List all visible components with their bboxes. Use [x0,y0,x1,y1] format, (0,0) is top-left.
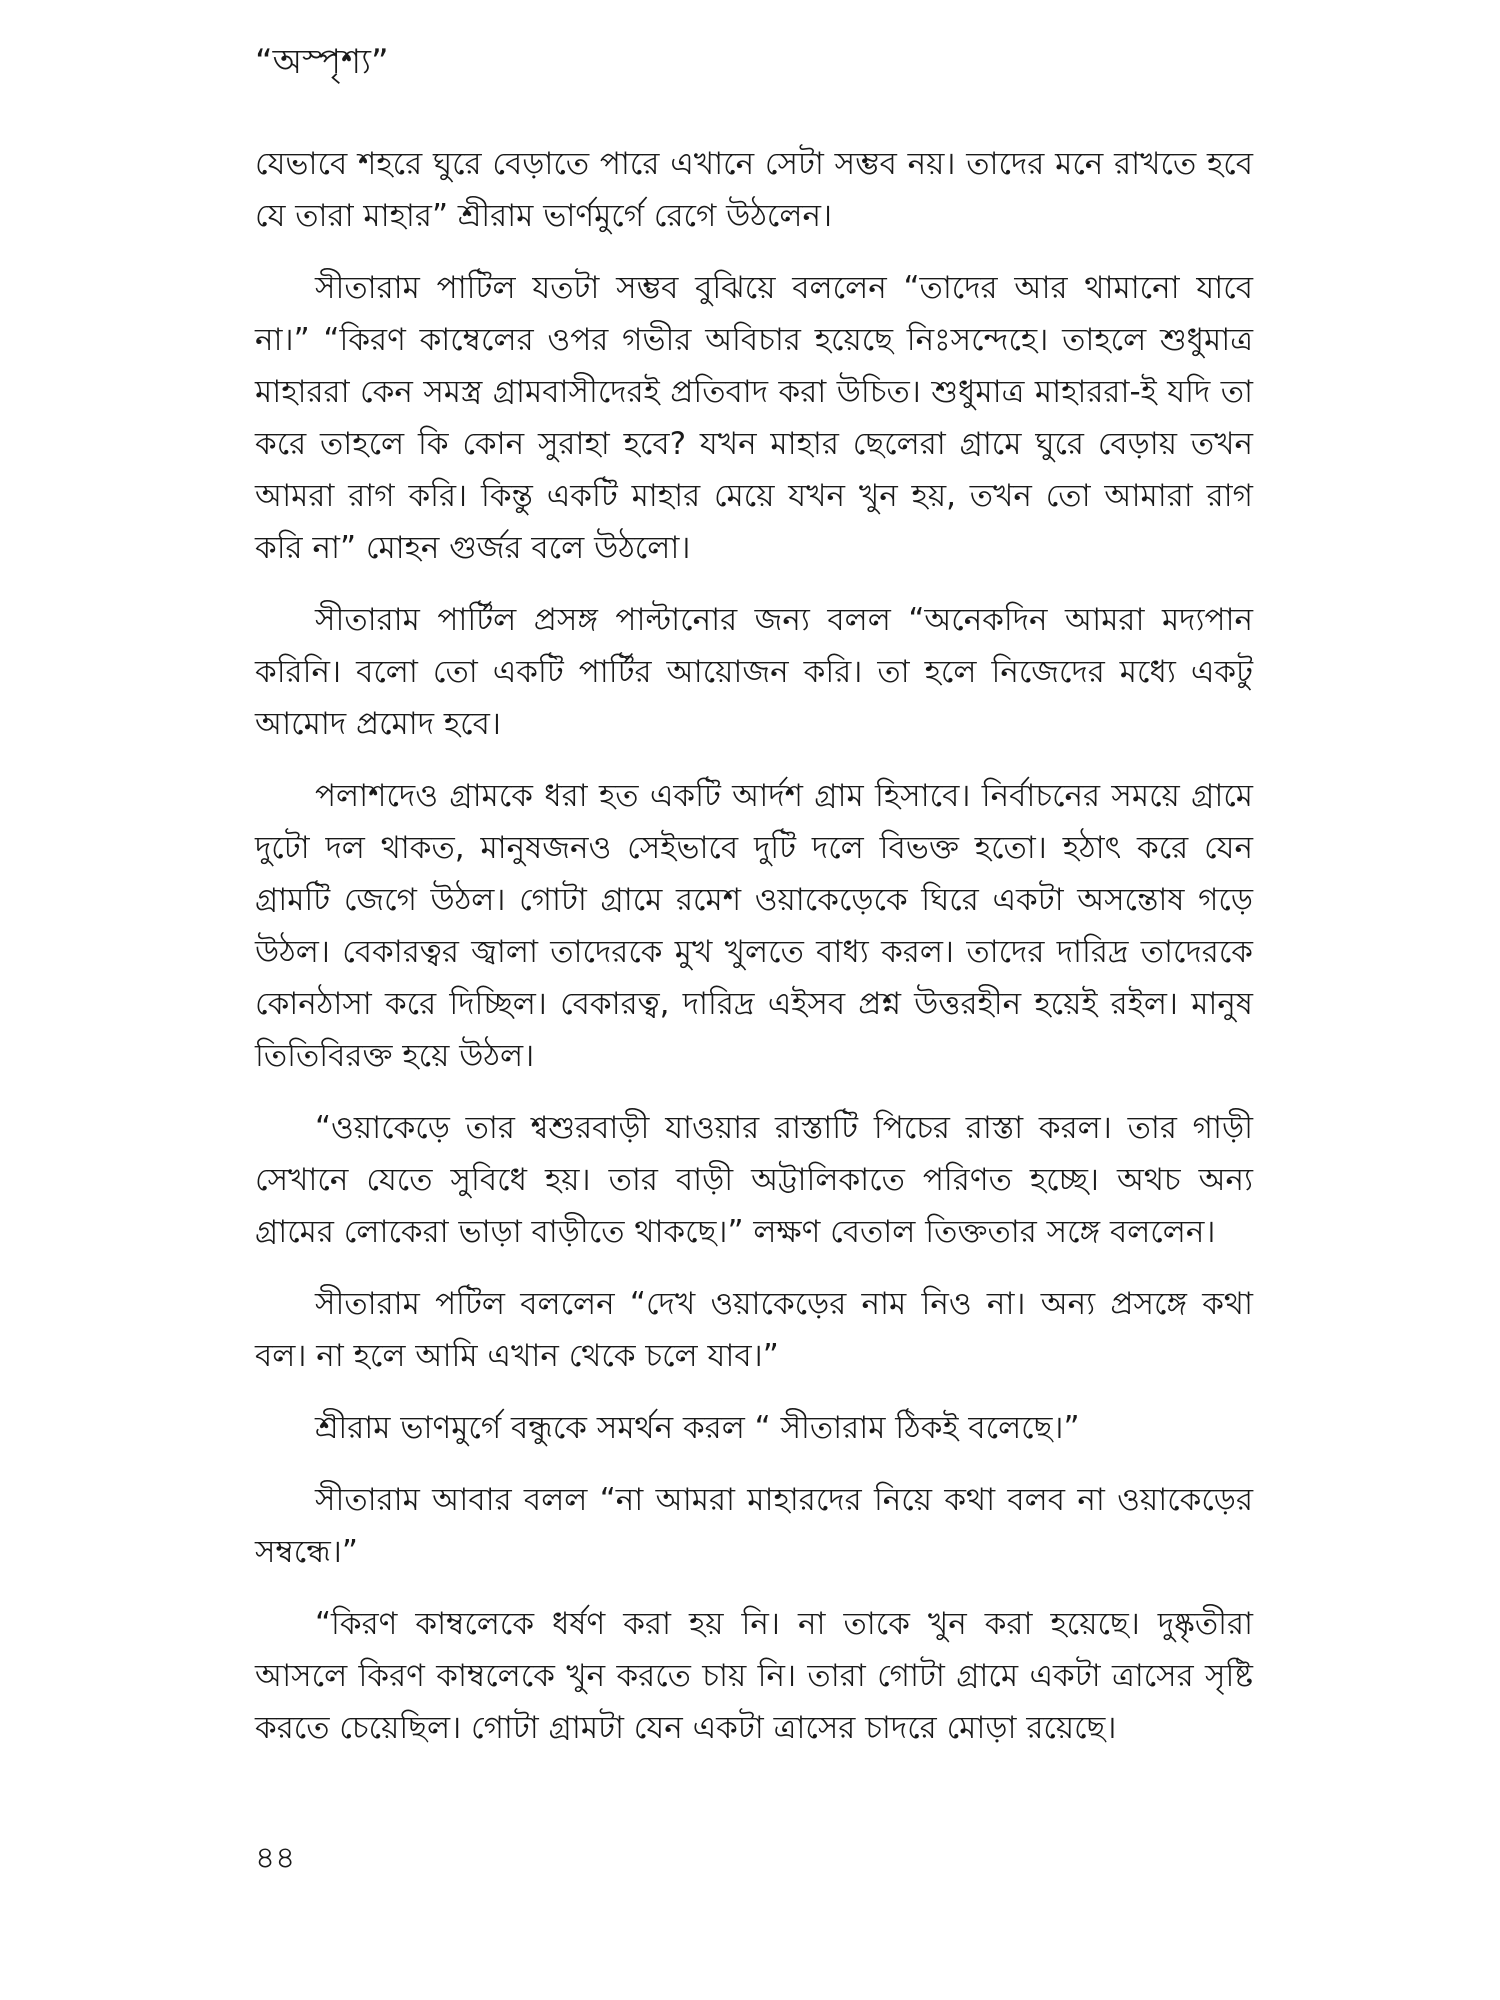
paragraph-9: “কিরণ কাম্বলেকে ধর্ষণ করা হয় নি। না তাকে খুন করা হয়েছে। দুষ্কৃতীরা আসলে কিরণ কাম্বলেকে খুন করতে চায় নি। তারা গোটা গ্রামে একটা ত্রাসের সৃষ্টি করতে চেয়েছিল। গোটা গ্রামটা যেন একটা ত্রাসের চাদরে মোড়া রয়েছে। [255,1606,1253,1746]
paragraph-7: শ্রীরাম ভাণমুর্গে বন্ধুকে সমর্থন করল “ সীতারাম ঠিকই বলেছে।” [315,1410,1080,1446]
paragraph-4: পলাশদেও গ্রামকে ধরা হত একটি আর্দশ গ্রাম হিসাবে। নির্বাচনের সময়ে গ্রামে দুটো দল থাকত, মানুষজনও সেইভাবে দুটি দলে বিভক্ত হতো। হঠাৎ করে যেন গ্রামটি জেগে উঠল। গোটা গ্রামে রমেশ ওয়াকেড়েকে ঘিরে একটা অসন্তোষ গড়ে উঠল। বেকারত্বর জ্বালা তাদেরকে মুখ খুলতে বাধ্য করল। তাদের দারিদ্র তাদেরকে কোনঠাসা করে দিচ্ছিল। বেকারত্ব, দারিদ্র এইসব প্রশ্ন উত্তরহীন হয়েই রইল। মানুষ তিতিবিরক্ত হয়ে উঠল। [255,778,1253,1074]
paragraph-6: সীতারাম পটিল বললেন “দেখ ওয়াকেড়ের নাম নিও না। অন্য প্রসঙ্গে কথা বল। না হলে আমি এখান থেকে চলে যাব।” [255,1286,1253,1374]
paragraph-1: যেভাবে শহরে ঘুরে বেড়াতে পারে এখানে সেটা সম্ভব নয়। তাদের মনে রাখতে হবে যে তারা মাহার” শ্রীরাম ভার্ণমুর্গে রেগে উঠলেন। [255,146,1253,234]
page-number: ৪৪ [255,1840,296,1876]
running-header: “অস্পৃশ্য” [255,42,389,82]
paragraph-3: সীতারাম পার্টিল প্রসঙ্গ পাল্টানোর জন্য বলল “অনেকদিন আমরা মদ্যপান করিনি। বলো তো একটি পার্টির আয়োজন করি। তা হলে নিজেদের মধ্যে একটু আমোদ প্রমোদ হবে। [255,602,1253,742]
paragraph-5: “ওয়াকেড়ে তার শ্বশুরবাড়ী যাওয়ার রাস্তাটি পিচের রাস্তা করল। তার গাড়ী সেখানে যেতে সুবিধে হয়। তার বাড়ী অট্টালিকাতে পরিণত হচ্ছে। অথচ অন্য গ্রামের লোকেরা ভাড়া বাড়ীতে থাকছে।” লক্ষণ বেতাল তিক্ততার সঙ্গে বললেন। [255,1110,1253,1250]
paragraph-2: সীতারাম পাটিল যতটা সম্ভব বুঝিয়ে বললেন “তাদের আর থামানো যাবে না।” “কিরণ কাম্বেলের ওপর গভীর অবিচার হয়েছে নিঃসন্দেহে। তাহলে শুধুমাত্র মাহাররা কেন সমস্ত্র গ্রামবাসীদেরই প্রতিবাদ করা উচিত। শুধুমাত্র মাহাররা-ই যদি তা করে তাহলে কি কোন সুরাহা হবে? যখন মাহার ছেলেরা গ্রামে ঘুরে বেড়ায় তখন আমরা রাগ করি। কিন্তু একটি মাহার মেয়ে যখন খুন হয়, তখন তো আমারা রাগ করি না” মোহন গুর্জর বলে উঠলো। [255,270,1253,566]
paragraph-8: সীতারাম আবার বলল “না আমরা মাহারদের নিয়ে কথা বলব না ওয়াকেড়ের সম্বন্ধে।” [255,1482,1253,1570]
page-text-body [255,138,1253,1774]
